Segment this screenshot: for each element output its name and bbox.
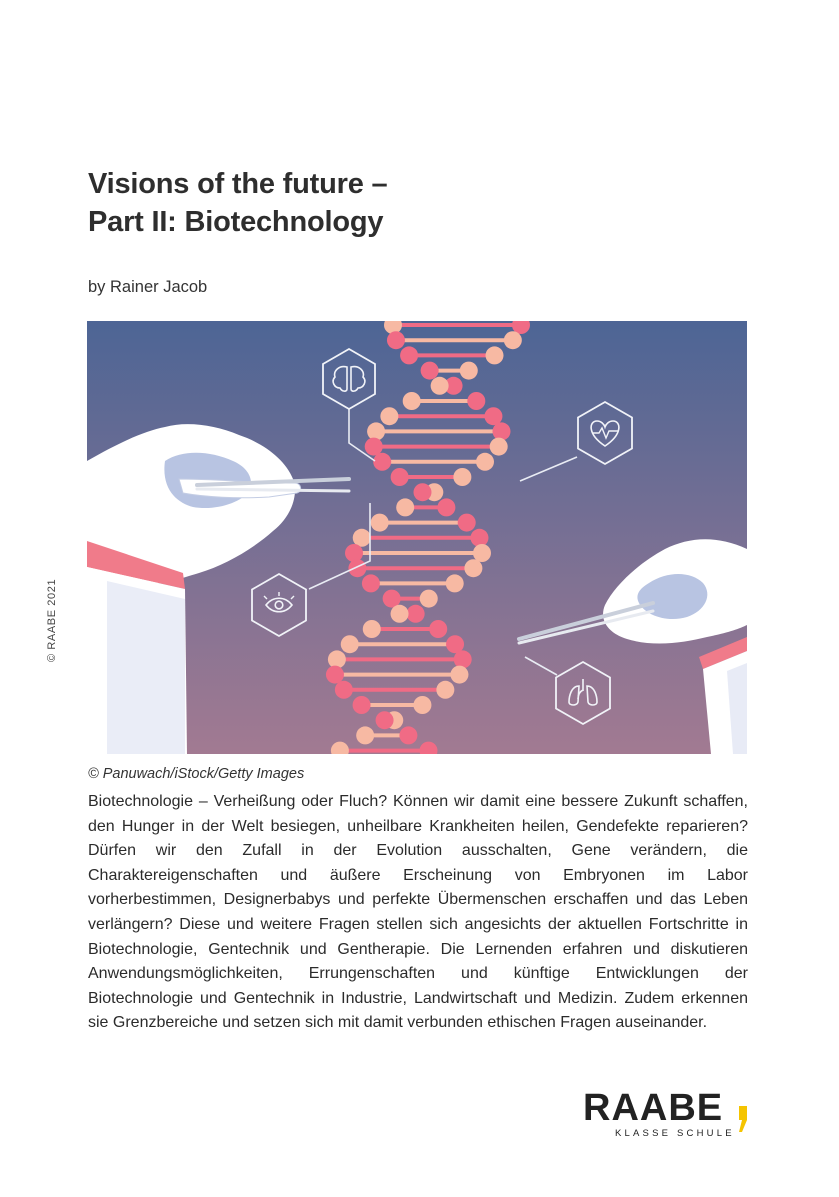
logo-wordmark: RAABE [583,1087,724,1129]
helix-node [464,559,482,577]
helix-node [328,650,346,668]
helix-node [476,453,494,471]
helix-node [413,696,431,714]
helix-node [367,422,385,440]
helix-node [473,544,491,562]
title-line-1: Visions of the future – [88,168,388,200]
helix-node [436,681,454,699]
helix-node [484,407,502,425]
helix-node [413,483,431,501]
helix-node [376,711,394,729]
helix-node [363,620,381,638]
helix-node [467,392,485,410]
helix-node [399,726,417,744]
helix-node [326,666,344,684]
helix-node [429,620,447,638]
helix-node [348,559,366,577]
helix-node [356,726,374,744]
logo-tagline: KLASSE SCHULE [615,1128,735,1139]
author-byline: by Rainer Jacob [88,278,208,296]
helix-node [446,574,464,592]
helix-node [420,590,438,608]
helix-node [407,605,425,623]
helix-node [345,544,363,562]
helix-node [453,468,471,486]
helix-node [383,590,401,608]
helix-node [353,529,371,547]
helix-node [373,453,391,471]
raabe-logo [583,1088,753,1148]
helix-node [362,574,380,592]
helix-node [470,529,488,547]
helix-node [400,346,418,364]
helix-node [353,696,371,714]
figure-caption: © Panuwach/iStock/Getty Images [88,766,305,782]
helix-node [380,407,398,425]
helix-node [335,681,353,699]
helix-node [437,498,455,516]
logo-comma-mark [739,1106,747,1132]
body-paragraph: Biotechnologie – Verheißung oder Fluch? Können wir damit eine bessere Zukunft schaffen, den Hunger in der Welt besiegen, unheilbare Krankheiten heilen, Gendefekte reparieren? Dürfen wir den Zufall in der Evolution ausschalten, Gene verändern, die Charaktereigenschaften und äußere Erscheinung von Embryonen im Labor vorherbestimmen, Designerbabys und perfekte Übermenschen erschaffen und das Leben verlängern? Diese und weitere Fragen stellen sich angesichts der aktuellen Fortschritte in Biotechnologie, Gentechnik und Gentherapie. Die Lernenden erfahren und diskutieren Anwendungsmöglichkeiten, Errungenschaften und künftige Entwicklungen der Biotechnologie und Gentechnik in Industrie, Landwirtschaft und Medizin. Zudem erkennen sie Grenzbereiche und setzen sich mit damit verbunden ethischen Fragen auseinander. [88,793,748,1032]
cover-illustration [87,321,747,754]
helix-node [403,392,421,410]
helix-node [365,438,383,456]
helix-node [450,666,468,684]
helix-node [446,635,464,653]
helix-node [371,514,389,532]
helix-node [341,635,359,653]
helix-node [387,331,405,349]
helix-node [458,514,476,532]
helix-node [421,362,439,380]
document-title [88,165,748,241]
side-copyright: © RAABE 2021 [46,578,58,662]
helix-node [493,422,511,440]
helix-node [391,468,409,486]
helix-node [431,377,449,395]
helix-node [460,362,478,380]
helix-node [490,438,508,456]
helix-node [504,331,522,349]
helix-node [486,346,504,364]
helix-node [396,498,414,516]
title-line-2: Part II: Biotechnology [88,206,384,238]
helix-node [454,650,472,668]
helix-node [391,605,409,623]
